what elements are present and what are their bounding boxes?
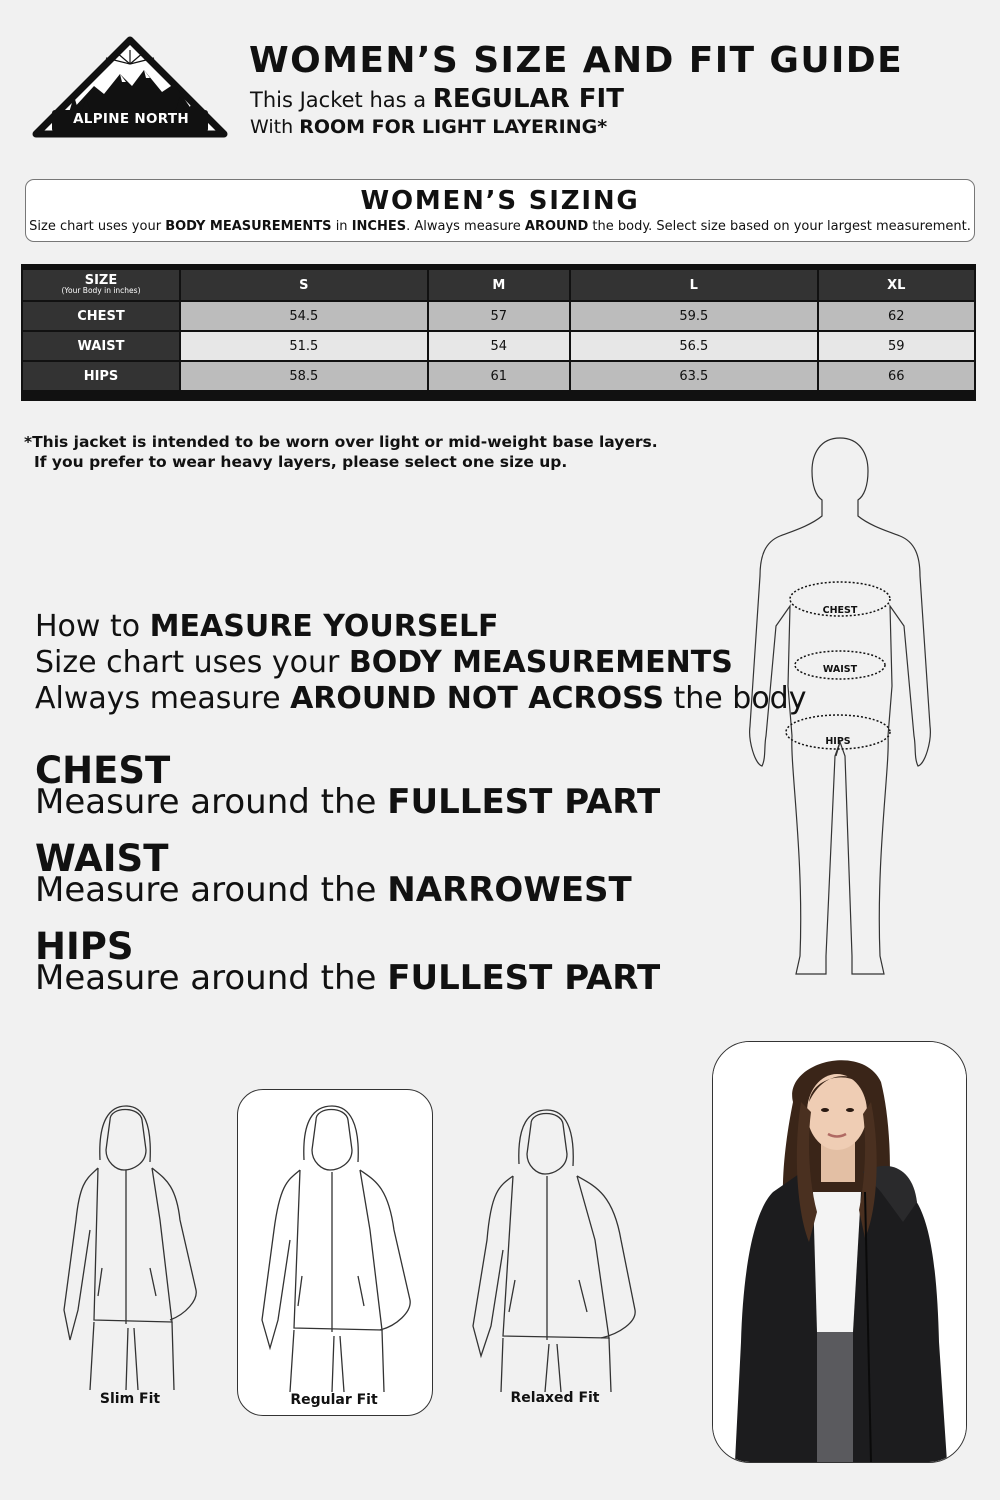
sizing-sub-text: . Always measure	[406, 219, 521, 234]
table-cell: 62	[819, 302, 974, 330]
table-corner	[23, 270, 179, 300]
waist-instruction	[35, 870, 632, 910]
hips-heading: HIPS	[35, 925, 134, 968]
row-label-hips: HIPS	[23, 362, 179, 390]
layer-value: ROOM FOR LIGHT LAYERING*	[299, 116, 608, 138]
layering-note: *This jacket is intended to be worn over light or mid-weight base layers.	[24, 433, 658, 451]
fit-label-relaxed: Relaxed Fit	[510, 1390, 600, 1406]
layering-statement	[250, 116, 607, 138]
fit-label-slim: Slim Fit	[99, 1391, 161, 1407]
layering-note-2: If you prefer to wear heavy layers, please select one size up.	[34, 453, 568, 471]
size-header-m: M	[429, 270, 569, 300]
table-row	[23, 362, 974, 390]
slim-fit-jacket-icon	[40, 1100, 220, 1400]
body-label-waist: WAIST	[822, 664, 858, 675]
sizing-sub-emphasis: BODY MEASUREMENTS	[165, 219, 332, 234]
measure-text: Size chart uses your	[35, 645, 340, 680]
measure-emphasis: MEASURE YOURSELF	[149, 609, 499, 644]
sizing-sub-emphasis: INCHES	[351, 219, 407, 234]
body-outline-icon	[740, 436, 940, 981]
body-label-chest: CHEST	[822, 605, 858, 616]
measure-text: the body	[673, 681, 807, 716]
table-cell: 61	[429, 362, 569, 390]
sizing-sub-text: the body. Select size based on your largest measurement.	[592, 219, 971, 234]
measure-text: How to	[35, 609, 141, 644]
size-header-l: L	[571, 270, 817, 300]
brand-name: ALPINE NORTH	[73, 111, 189, 127]
measure-emphasis: AROUND NOT ACROSS	[290, 681, 664, 716]
measure-text: Always measure	[35, 681, 281, 716]
measure-line-3	[35, 681, 806, 716]
regular-fit-jacket-icon	[244, 1100, 424, 1400]
table-cell: 56.5	[571, 332, 817, 360]
measure-text: Measure around the	[35, 870, 377, 910]
measure-emphasis: BODY MEASUREMENTS	[348, 645, 733, 680]
row-label-chest: CHEST	[23, 302, 179, 330]
sizing-sub-text: in	[335, 219, 348, 234]
sizing-subtitle	[0, 219, 1000, 234]
fit-value: REGULAR FIT	[432, 84, 624, 114]
size-header-s: S	[181, 270, 427, 300]
table-cell: 54.5	[181, 302, 427, 330]
model-photo-image	[713, 1042, 966, 1462]
table-row	[23, 332, 974, 360]
model-photo-frame	[712, 1041, 967, 1463]
table-cell: 51.5	[181, 332, 427, 360]
row-label-waist: WAIST	[23, 332, 179, 360]
fit-prefix: This Jacket has a	[250, 88, 427, 112]
table-cell: 58.5	[181, 362, 427, 390]
table-cell: 54	[429, 332, 569, 360]
measure-text: Measure around the	[35, 782, 377, 822]
sizing-title: WOMEN’S SIZING	[360, 186, 640, 216]
measure-heading	[35, 609, 499, 644]
chest-heading: CHEST	[35, 749, 171, 792]
size-header-xl: XL	[819, 270, 974, 300]
measure-emphasis: FULLEST PART	[387, 782, 661, 822]
hips-instruction	[35, 958, 660, 998]
table-row	[23, 302, 974, 330]
relaxed-fit-jacket-icon	[465, 1100, 645, 1400]
fit-statement	[250, 84, 624, 114]
page-title: WOMEN’S SIZE AND FIT GUIDE	[249, 40, 904, 81]
measure-emphasis: FULLEST PART	[387, 958, 661, 998]
body-label-hips: HIPS	[825, 736, 851, 747]
corner-label: SIZE	[84, 273, 118, 288]
table-cell: 57	[429, 302, 569, 330]
sizing-sub-emphasis: AROUND	[524, 219, 589, 234]
size-table	[21, 264, 976, 401]
sizing-sub-text: Size chart uses your	[29, 219, 162, 234]
table-cell: 59.5	[571, 302, 817, 330]
chest-instruction	[35, 782, 660, 822]
measure-text: Measure around the	[35, 958, 377, 998]
table-cell: 59	[819, 332, 974, 360]
waist-heading: WAIST	[35, 837, 169, 880]
table-header-row	[23, 270, 974, 300]
table-cell: 63.5	[571, 362, 817, 390]
table-cell: 66	[819, 362, 974, 390]
layer-prefix: With	[250, 116, 294, 138]
measure-emphasis: NARROWEST	[387, 870, 632, 910]
corner-sublabel: (Your Body in inches)	[61, 286, 141, 295]
fit-label-regular: Regular Fit	[290, 1392, 378, 1408]
measure-line-2	[35, 645, 733, 680]
